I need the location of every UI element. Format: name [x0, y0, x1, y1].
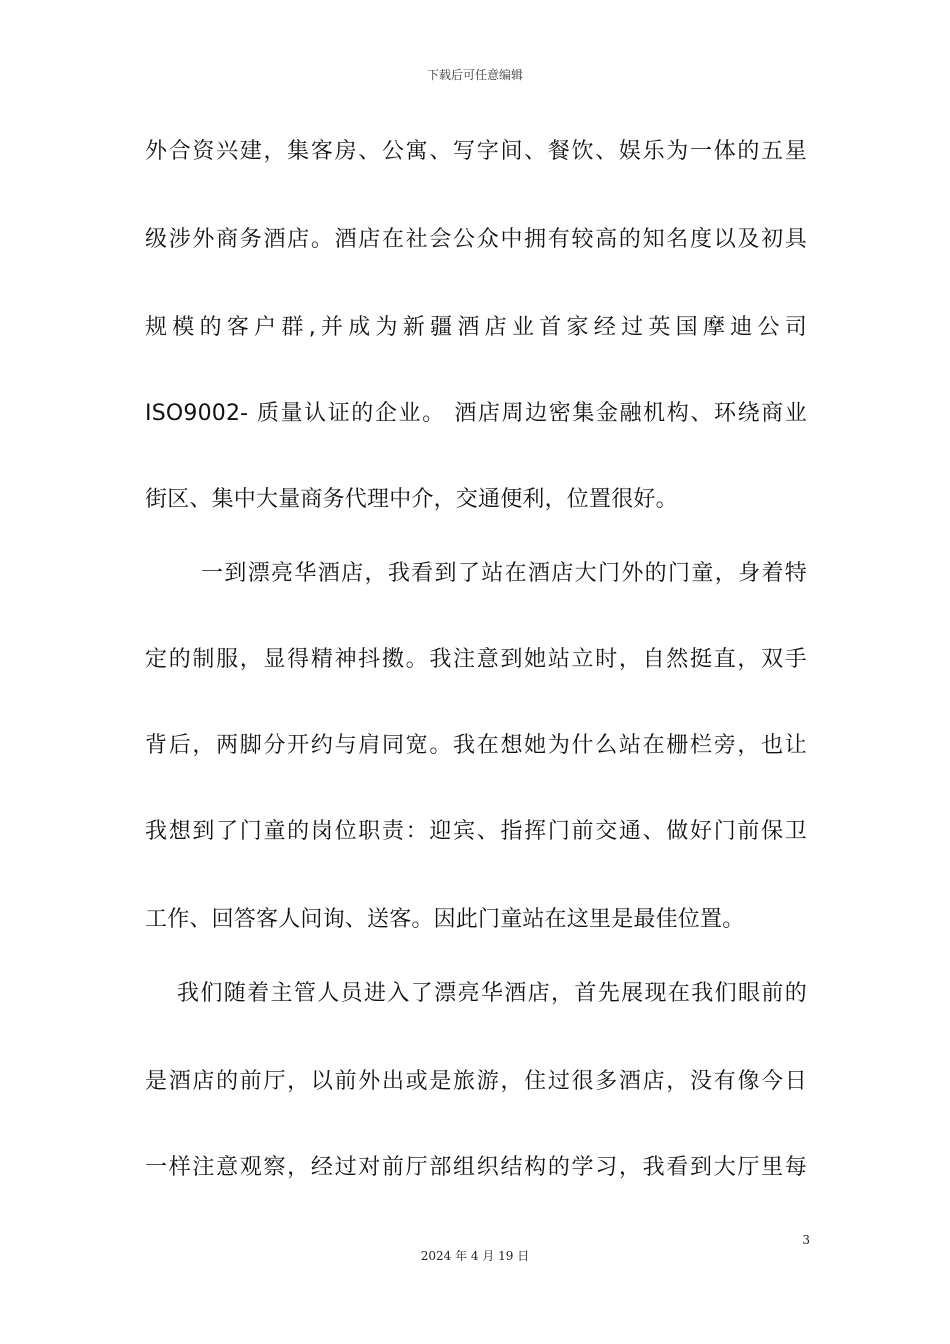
text-line-10: 工作、回答客人问询、送客。因此门童站在这里是最佳位置。	[145, 907, 745, 932]
text-line-7: 定的制服，显得精神抖擞。我注意到她站立时，自然挺直，双手	[145, 647, 807, 672]
text-line-4: ISO9002- 质量认证的企业。 酒店周边密集金融机构、环绕商业	[145, 401, 807, 426]
text-line-2: 级涉外商务酒店。酒店在社会公众中拥有较高的知名度以及初具	[145, 227, 807, 252]
page-number: 3	[802, 1233, 810, 1247]
text-line-11: 我们随着主管人员进入了漂亮华酒店，首先展现在我们眼前的	[177, 981, 807, 1006]
text-line-9: 我想到了门童的岗位职责：迎宾、指挥门前交通、做好门前保卫	[145, 819, 807, 844]
text-line-8: 背后，两脚分开约与肩同宽。我在想她为什么站在栅栏旁，也让	[145, 733, 807, 758]
text-line-13: 一样注意观察，经过对前厅部组织结构的学习，我看到大厅里每	[145, 1155, 807, 1180]
text-line-6: 一到漂亮华酒店，我看到了站在酒店大门外的门童，身着特	[201, 561, 807, 586]
text-line-1: 外合资兴建，集客房、公寓、写字间、餐饮、娱乐为一体的五星	[145, 139, 807, 164]
text-line-5: 街区、集中大量商务代理中介，交通便利，位置很好。	[145, 487, 678, 512]
footer-date: 2024 年 4 月 19 日	[420, 1249, 530, 1263]
text-line-3: 规模的客户群,并成为新疆酒店业首家经过英国摩迪公司	[145, 315, 807, 340]
text-line-12: 是酒店的前厅，以前外出或是旅游，住过很多酒店，没有像今日	[145, 1069, 807, 1094]
header-note: 下载后可任意编辑	[426, 68, 523, 82]
